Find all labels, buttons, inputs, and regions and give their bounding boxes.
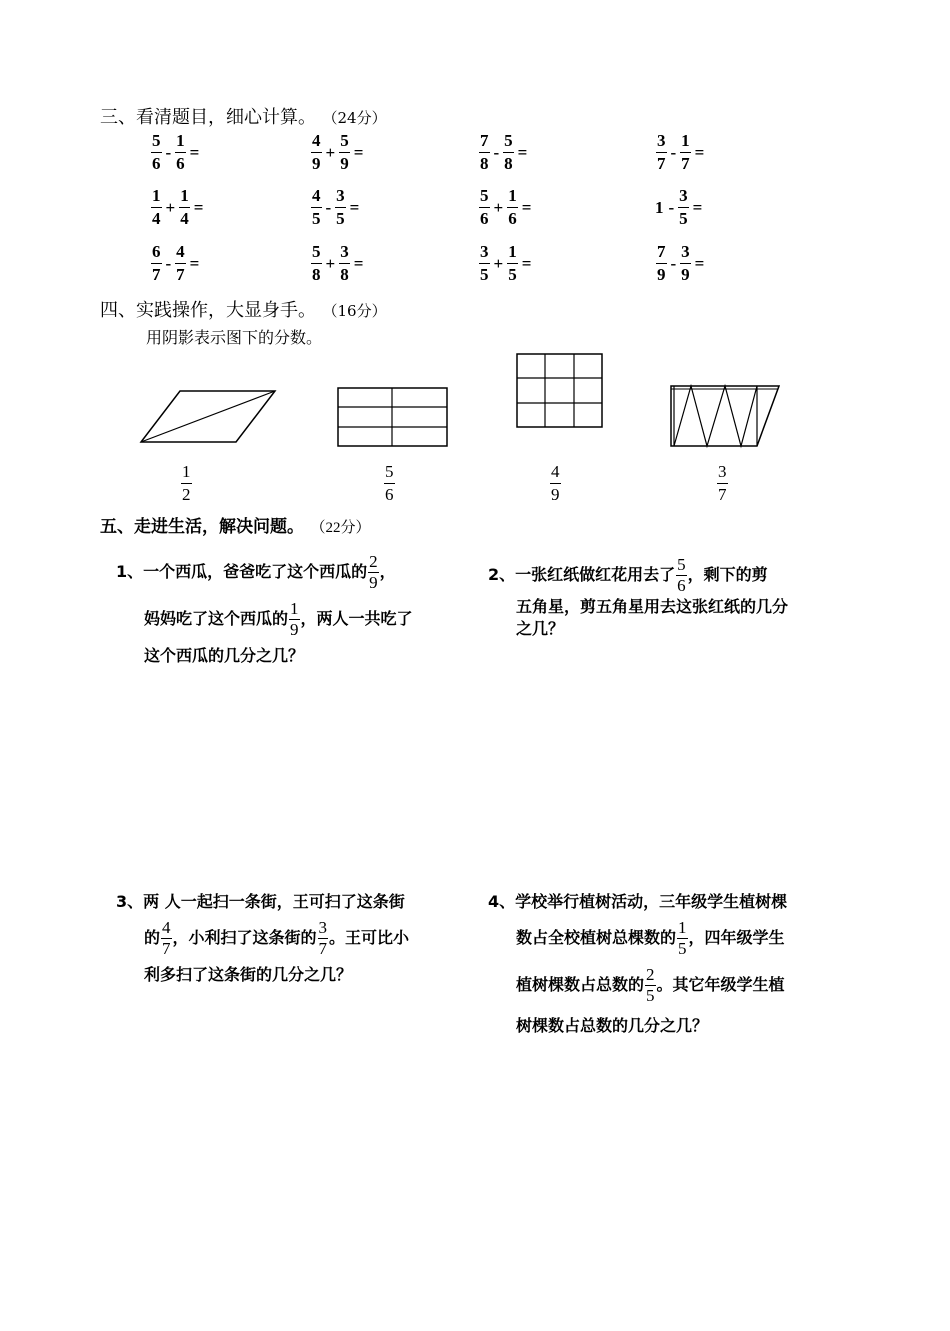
operator: + <box>325 142 336 162</box>
calc-problem <box>478 186 534 229</box>
problem3-text: 的 <box>144 928 161 947</box>
problem2-line1 <box>488 556 848 595</box>
operator: - <box>493 142 500 162</box>
shape3-fraction <box>549 462 562 505</box>
problem4-text: ，四年级学生 <box>688 928 785 947</box>
section3-points: （24分） <box>330 109 387 127</box>
problem-4 <box>488 885 868 1043</box>
fraction-denominator: 8 <box>340 265 349 284</box>
problem4-line2 <box>488 919 868 958</box>
fraction-numerator: 3 <box>335 186 346 208</box>
fraction-numerator: 4 <box>162 918 171 937</box>
shapes-canvas <box>0 340 950 460</box>
operator: + <box>325 253 336 273</box>
fraction-numerator: 5 <box>339 131 350 153</box>
fraction-numerator: 4 <box>175 242 186 264</box>
problem-2 <box>488 556 848 639</box>
operator: + <box>493 253 504 273</box>
fraction-denominator: 7 <box>718 485 727 504</box>
problem1-text: 妈妈吃了这个西瓜的 <box>144 609 289 628</box>
fraction <box>335 186 346 229</box>
equals-sign: = <box>353 253 364 273</box>
fraction-numerator: 1 <box>507 186 518 208</box>
fraction <box>507 186 518 229</box>
fraction-numerator: 3 <box>678 186 689 208</box>
problem1-text: ， <box>379 562 396 581</box>
fraction-numerator: 5 <box>503 131 514 153</box>
problem4-text: 植树棵数占总数的 <box>516 975 645 994</box>
fraction-numerator: 2 <box>369 552 378 571</box>
fraction-numerator: 5 <box>384 462 395 484</box>
fraction-denominator: 9 <box>369 573 378 592</box>
calc-problem <box>655 131 707 174</box>
fraction <box>479 186 490 229</box>
fraction-denominator: 4 <box>152 209 161 228</box>
fraction-numerator: 1 <box>181 462 192 484</box>
fraction-denominator: 9 <box>290 620 299 639</box>
calc-problem <box>150 131 202 174</box>
fraction-denominator: 7 <box>176 265 185 284</box>
fraction <box>151 131 162 174</box>
fraction <box>507 242 518 285</box>
fraction <box>311 131 322 174</box>
fraction-numerator: 3 <box>318 918 328 937</box>
calc-problem <box>310 131 366 174</box>
section4-heading <box>100 296 387 322</box>
fraction <box>656 131 667 174</box>
fraction <box>479 131 490 174</box>
operator: - <box>165 142 172 162</box>
fraction <box>311 186 322 229</box>
equals-sign: = <box>189 253 200 273</box>
fraction <box>151 186 162 229</box>
operator: + <box>165 197 176 217</box>
operator: - <box>670 253 677 273</box>
fraction-numerator: 5 <box>479 186 490 208</box>
fraction-denominator: 6 <box>385 485 394 504</box>
fraction <box>479 242 490 285</box>
fraction-numerator: 4 <box>311 186 322 208</box>
fraction-numerator: 2 <box>646 965 655 984</box>
section3-heading <box>100 103 387 129</box>
fraction-numerator: 3 <box>479 242 490 264</box>
fraction-denominator: 7 <box>657 154 666 173</box>
fraction-denominator: 5 <box>678 939 687 958</box>
trapezoid-triangles-shape[interactable] <box>671 386 779 446</box>
fraction-denominator: 6 <box>152 154 161 173</box>
fraction-numerator: 1 <box>678 918 687 937</box>
fraction-denominator: 6 <box>176 154 185 173</box>
fraction-denominator: 5 <box>508 265 517 284</box>
problem1-text: 1、一个西瓜，爸爸吃了这个西瓜的 <box>116 562 368 581</box>
section4-instruction: 用阴影表示图下的分数。 <box>146 328 323 347</box>
fraction-denominator: 9 <box>340 154 349 173</box>
fraction <box>311 242 322 285</box>
fraction-numerator: 1 <box>290 599 299 618</box>
fraction <box>680 131 691 174</box>
operator: - <box>668 197 675 217</box>
equals-sign: = <box>694 253 705 273</box>
fraction-denominator: 7 <box>318 939 328 958</box>
square-grid-shape[interactable] <box>517 354 602 427</box>
fraction-denominator: 8 <box>312 265 321 284</box>
equals-sign: = <box>521 253 532 273</box>
calc-problem <box>310 242 366 285</box>
fraction-denominator: 2 <box>182 485 191 504</box>
problem1-text: ，两人一共吃了 <box>300 609 413 628</box>
shape2-fraction <box>383 462 396 505</box>
fraction-denominator: 6 <box>508 209 517 228</box>
fraction-numerator: 6 <box>151 242 162 264</box>
equals-sign: = <box>521 197 532 217</box>
fraction-numerator: 5 <box>677 555 686 574</box>
fraction-numerator: 4 <box>311 131 322 153</box>
problem3-line1: 3、两 人一起扫一条街，王可扫了这条街 <box>116 892 405 911</box>
fraction-denominator: 7 <box>152 265 161 284</box>
fraction-numerator: 7 <box>656 242 667 264</box>
fraction-denominator: 5 <box>646 986 655 1005</box>
shape4-fraction <box>716 462 729 505</box>
problem4-line1: 4、学校举行植树活动，三年级学生植树棵 <box>488 892 788 911</box>
section3-title: 三、看清题目，细心计算。 <box>100 107 316 128</box>
problem3-line2 <box>116 919 476 958</box>
fraction-denominator: 9 <box>657 265 666 284</box>
fraction-numerator: 5 <box>311 242 322 264</box>
section5-heading <box>100 512 371 537</box>
parallelogram-shape[interactable] <box>141 391 275 442</box>
fraction-denominator: 5 <box>480 265 489 284</box>
equals-sign: = <box>193 197 204 217</box>
section4-points: （16分） <box>330 302 387 320</box>
section5-points: （22分） <box>318 520 371 536</box>
fraction-denominator: 5 <box>679 209 688 228</box>
fraction-denominator: 9 <box>312 154 321 173</box>
problem4-text: 数占全校植树总棵数的 <box>516 928 677 947</box>
fraction-denominator: 5 <box>336 209 345 228</box>
calc-problem <box>655 186 705 229</box>
operator: + <box>493 197 504 217</box>
fraction-numerator: 3 <box>656 131 667 153</box>
problem2-text: 2、一张红纸做红花用去了 <box>488 565 676 584</box>
fraction <box>656 242 667 285</box>
calc-problem <box>478 242 534 285</box>
fraction-numerator: 4 <box>550 462 561 484</box>
fraction-numerator: 1 <box>179 186 190 208</box>
fraction <box>339 242 350 285</box>
problem1-line1 <box>116 553 466 592</box>
fraction-denominator: 9 <box>551 485 560 504</box>
calc-problem <box>655 242 707 285</box>
fraction-denominator: 4 <box>180 209 189 228</box>
fraction-denominator: 5 <box>312 209 321 228</box>
equals-sign: = <box>349 197 360 217</box>
fraction <box>151 242 162 285</box>
problem-1 <box>116 553 466 673</box>
shape1-fraction <box>180 462 193 505</box>
fraction-numerator: 1 <box>151 186 162 208</box>
problem1-line3: 这个西瓜的几分之几？ <box>144 646 305 665</box>
fraction-numerator: 7 <box>479 131 490 153</box>
fraction-denominator: 7 <box>162 939 171 958</box>
equals-sign: = <box>694 142 705 162</box>
fraction <box>175 131 186 174</box>
equals-sign: = <box>692 197 703 217</box>
section4-title: 四、实践操作，大显身手。 <box>100 300 316 321</box>
problem2-text: ，剩下的剪 <box>687 565 768 584</box>
operator: - <box>325 197 332 217</box>
fraction-denominator: 7 <box>681 154 690 173</box>
fraction-numerator: 1 <box>507 242 518 264</box>
fraction-numerator: 5 <box>151 131 162 153</box>
calc-problem <box>150 186 206 229</box>
fraction-numerator: 3 <box>339 242 350 264</box>
fraction-denominator: 6 <box>480 209 489 228</box>
operator: - <box>165 253 172 273</box>
fraction <box>680 242 691 285</box>
fraction-denominator: 9 <box>681 265 690 284</box>
problem-3 <box>116 885 476 992</box>
fraction-numerator: 1 <box>680 131 691 153</box>
problem4-line3 <box>488 966 868 1005</box>
problem3-line3: 利多扫了这条街的几分之几？ <box>144 965 353 984</box>
fraction-denominator: 8 <box>504 154 513 173</box>
problem4-line4: 树棵数占总数的几分之几？ <box>516 1016 709 1035</box>
problem3-text: ，小利扫了这条街的 <box>172 928 317 947</box>
problem3-text: 。王可比小 <box>329 928 410 947</box>
problem4-text: 。其它年级学生植 <box>656 975 785 994</box>
fraction <box>175 242 186 285</box>
fraction-numerator: 3 <box>717 462 728 484</box>
operator: - <box>670 142 677 162</box>
problem2-line2: 五角星，剪五角星用去这张红纸的几分 <box>516 597 789 616</box>
fraction <box>339 131 350 174</box>
fraction <box>179 186 190 229</box>
fraction-numerator: 3 <box>680 242 691 264</box>
problem2-line3: 之几？ <box>516 619 565 638</box>
fraction-numerator: 1 <box>175 131 186 153</box>
fraction <box>503 131 514 174</box>
equals-sign: = <box>517 142 528 162</box>
rectangle-grid-shape[interactable] <box>338 388 447 446</box>
fraction-denominator: 6 <box>677 576 686 595</box>
whole-number: 1 <box>655 197 664 217</box>
problem1-line2 <box>116 600 466 639</box>
equals-sign: = <box>353 142 364 162</box>
fraction <box>678 186 689 229</box>
section5-title: 五、走进生活，解决问题。 <box>100 517 304 537</box>
fraction-denominator: 8 <box>480 154 489 173</box>
equals-sign: = <box>189 142 200 162</box>
calc-problem <box>310 186 362 229</box>
calc-problem <box>478 131 530 174</box>
calc-problem <box>150 242 202 285</box>
